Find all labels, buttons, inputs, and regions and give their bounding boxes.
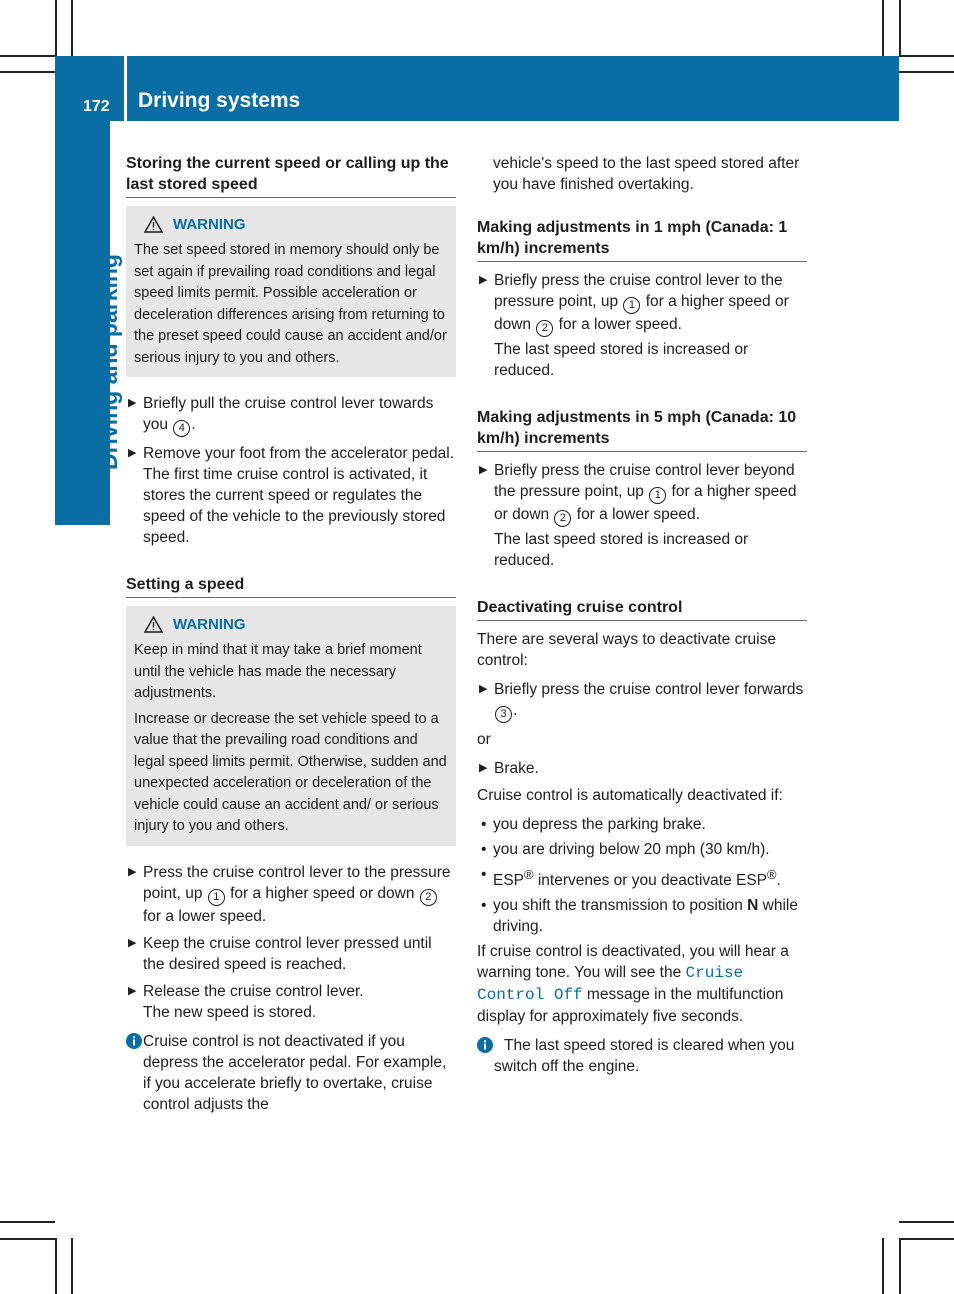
info-icon — [477, 1037, 493, 1053]
warning-triangle-icon — [144, 616, 163, 633]
step-item — [126, 443, 456, 548]
step-text: Briefly press the cruise control lever forwards — [494, 681, 804, 698]
crop-mark — [899, 1238, 901, 1294]
step-text: for a higher speed or down — [494, 293, 789, 333]
heading-storing-speed: Storing the current speed or calling up the last stored speed — [126, 153, 456, 198]
heading-deactivating: Deactivating cruise control — [477, 597, 807, 621]
list-item — [477, 814, 807, 835]
left-column — [126, 153, 456, 1115]
info-text: The last speed stored is cleared when you switch off the engine. — [494, 1037, 795, 1076]
bullet-dot: • — [481, 866, 487, 883]
step-item — [477, 460, 807, 571]
crop-mark — [71, 0, 73, 56]
step-text: for a higher speed or down — [225, 884, 419, 902]
list-item — [477, 864, 807, 891]
step-text: Brake. — [494, 760, 539, 777]
info-note — [126, 1031, 456, 1115]
step-text: . — [191, 416, 196, 433]
warning-text: Increase or decrease the set vehicle speed to a value that the prevailing road conditions and legal speed limits permit. Otherwise, sudden and unexpected acceleration or deceleration of the vehicle could cause an accident and/ or serious injury to you and others. — [134, 710, 447, 834]
spacer — [477, 577, 807, 597]
warning-text: The set speed stored in memory should only be set again if prevailing road conditions and legal speed limits permit. Possible acceleration or deceleration differences arising from returning to the preset speed could cause an accident and/or serious injury to you and others. — [134, 242, 447, 366]
right-column — [477, 153, 807, 1077]
step-text: Remove your foot from the accelerator pedal. — [143, 445, 455, 462]
arrow-right-icon: ▶ — [128, 865, 137, 878]
registered-mark: ® — [524, 867, 534, 882]
list-item-text: intervenes or you deactivate ESP — [533, 872, 768, 890]
arrow-right-icon: ▶ — [479, 683, 488, 695]
warning-triangle-icon — [144, 216, 163, 233]
circled-number-2: 2 — [536, 320, 553, 337]
step-text: Release the cruise control lever. — [143, 982, 364, 1000]
arrow-right-icon: ▶ — [128, 397, 137, 409]
crop-mark — [71, 1238, 73, 1294]
list-item — [477, 839, 807, 860]
circled-number-2: 2 — [554, 510, 571, 527]
heading-1mph-increments: Making adjustments in 1 mph (Canada: 1 km/h) increments — [477, 217, 807, 262]
warning-box — [126, 606, 456, 846]
arrow-right-icon: ▶ — [479, 762, 488, 774]
heading-setting-speed: Setting a speed — [126, 574, 456, 598]
warning-box — [126, 206, 456, 377]
crop-mark — [55, 1238, 57, 1294]
display-message: Cruise Control Off — [477, 964, 744, 1005]
step-item — [126, 393, 456, 437]
info-icon — [126, 1033, 142, 1049]
circled-number-1: 1 — [208, 889, 225, 906]
step-item — [126, 981, 456, 1023]
circled-number-1: 1 — [649, 487, 666, 504]
info-note — [477, 1035, 807, 1077]
continued-text: vehicle's speed to the last speed stored after you have finished overtaking. — [493, 155, 800, 193]
circled-number-3: 3 — [495, 706, 512, 723]
step-item — [126, 933, 456, 975]
warning-header — [144, 214, 448, 235]
step-item — [477, 270, 807, 381]
circled-number-1: 1 — [623, 297, 640, 314]
arrow-right-icon: ▶ — [128, 984, 137, 997]
list-item-text: you are driving below 20 mph (30 km/h). — [493, 841, 770, 858]
crop-mark — [899, 0, 901, 56]
bullet-dot: • — [481, 841, 487, 858]
step-text: for a lower speed. — [143, 907, 267, 925]
crop-mark — [882, 1238, 884, 1294]
step-text: for a higher speed or down — [494, 483, 797, 523]
message-paragraph — [477, 941, 807, 1027]
header-divider — [124, 56, 127, 121]
crop-mark — [0, 1238, 55, 1240]
crop-mark — [899, 55, 954, 57]
side-tab-label: Driving and parking — [96, 254, 122, 470]
step-result-text: The new speed is stored. — [143, 1003, 317, 1021]
list-item-text: ESP — [493, 872, 525, 890]
step-item — [477, 758, 807, 779]
step-text: Keep the cruise control lever pressed until the desired speed is reached. — [143, 934, 432, 973]
circled-number-4: 4 — [173, 420, 190, 437]
or-text: or — [477, 731, 491, 748]
crop-mark — [0, 71, 55, 73]
crop-mark — [899, 71, 954, 73]
crop-mark — [0, 55, 55, 57]
step-text: . — [513, 702, 518, 719]
warning-label: WARNING — [173, 216, 246, 233]
step-text: Briefly press the cruise control lever beyond the pressure point, up — [494, 462, 795, 500]
crop-mark — [899, 1221, 954, 1223]
message-text: message in the multifunction display for approximately five seconds. — [477, 986, 784, 1026]
arrow-right-icon: ▶ — [128, 936, 137, 949]
heading-5mph-increments: Making adjustments in 5 mph (Canada: 10 km/h) increments — [477, 407, 807, 452]
step-text: for a lower speed. — [572, 506, 700, 523]
gear-position: N — [747, 897, 759, 915]
crop-mark — [899, 1238, 954, 1240]
page-number: 172 — [83, 98, 110, 115]
crop-mark — [55, 0, 57, 56]
step-item — [477, 679, 807, 723]
arrow-right-icon: ▶ — [479, 274, 488, 286]
crop-mark — [0, 1221, 55, 1223]
bullet-dot: • — [481, 897, 487, 915]
spacer — [477, 387, 807, 407]
step-text: Briefly press the cruise control lever to the pressure point, up — [494, 272, 783, 310]
bullet-dot: • — [481, 816, 487, 833]
auto-deactivate-text: Cruise control is automatically deactivated if: — [477, 787, 783, 804]
info-text: Cruise control is not deactivated if you depress the accelerator pedal. For example, if you accelerate briefly to overtake, cruise control adjusts the — [143, 1032, 447, 1113]
step-text: Press the cruise control lever to the pressure point, up — [143, 863, 451, 902]
step-item — [126, 862, 456, 927]
step-text: Briefly pull the cruise control lever towards you — [143, 395, 434, 433]
step-result-text: The first time cruise control is activated, it stores the current speed or regulates the speed of the vehicle to the previously stored speed. — [143, 466, 446, 546]
step-text: for a lower speed. — [554, 316, 682, 333]
step-result-text: The last speed stored is increased or reduced. — [494, 531, 749, 569]
circled-number-2: 2 — [420, 889, 437, 906]
warning-text: Keep in mind that it may take a brief moment until the vehicle has made the necessary adjustments. — [134, 642, 422, 701]
list-item-text: you depress the parking brake. — [493, 816, 706, 833]
arrow-right-icon: ▶ — [128, 447, 137, 459]
warning-label: WARNING — [173, 616, 246, 633]
list-item — [477, 895, 807, 937]
message-text: If cruise control is deactivated, you will hear a warning tone. You will see the — [477, 943, 789, 982]
list-item-text: you shift the transmission to position — [493, 897, 748, 915]
step-result-text: The last speed stored is increased or reduced. — [494, 341, 749, 379]
section-title: Driving systems — [138, 89, 301, 112]
list-item-text: while driving. — [493, 897, 798, 936]
crop-mark — [882, 0, 884, 56]
spacer — [126, 554, 456, 574]
warning-header — [144, 614, 448, 635]
list-item-text: . — [776, 872, 781, 890]
arrow-right-icon: ▶ — [479, 464, 488, 476]
intro-text: There are several ways to deactivate cruise control: — [477, 631, 776, 669]
registered-mark: ® — [767, 867, 777, 882]
